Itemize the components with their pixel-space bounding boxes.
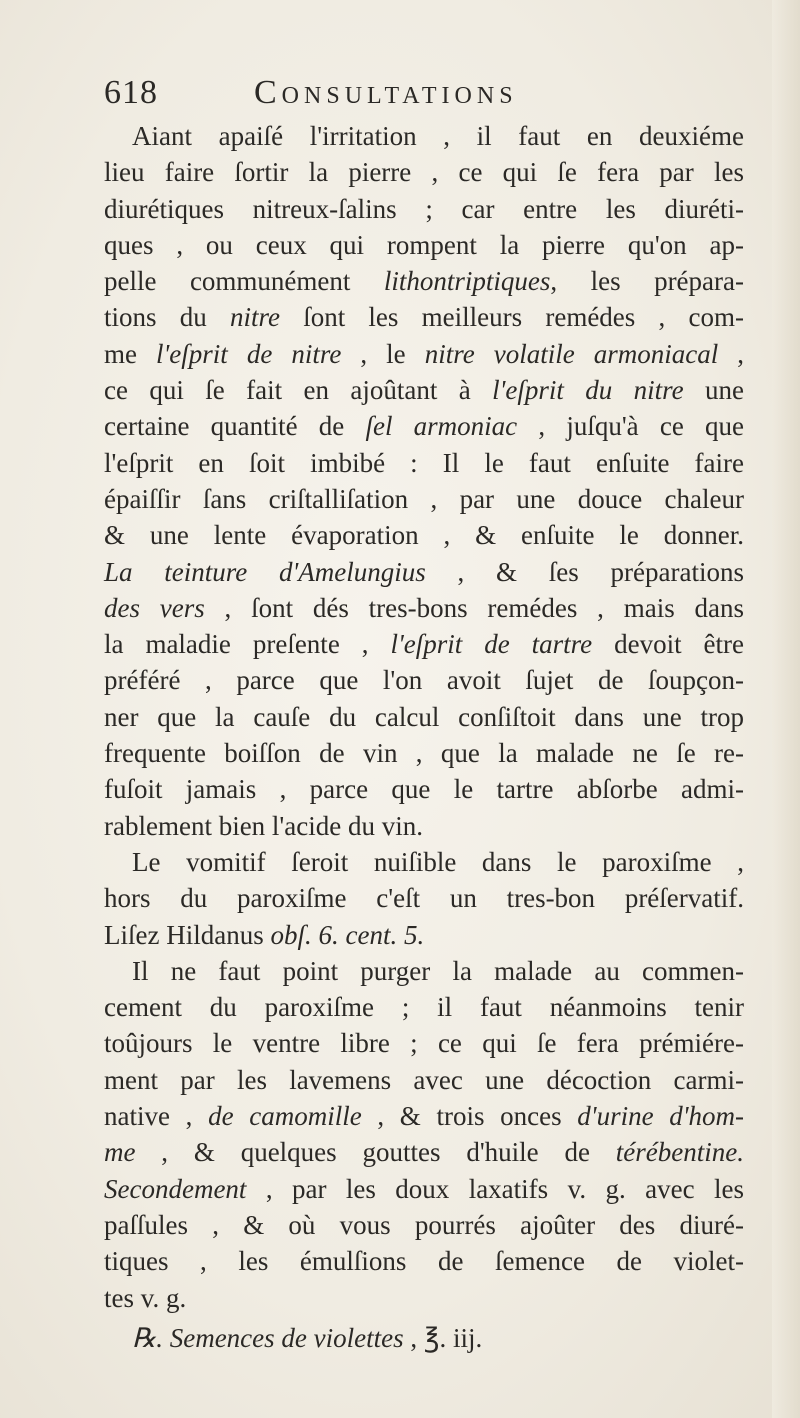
text-segment: , xyxy=(718,338,744,369)
italic-text: me xyxy=(104,1137,136,1168)
italic-text: ſel armoniac xyxy=(365,411,518,442)
page-header xyxy=(104,74,744,120)
text-segment: l'eſprit en ſoit imbibé : Il le faut enſuite faire xyxy=(104,447,744,478)
italic-text: nitre xyxy=(229,302,280,333)
italic-text: La teinture d'Amelungius xyxy=(104,556,426,587)
text-segment: une xyxy=(683,375,745,406)
text-segment: Aiant apaiſé l'irritation , il faut en deuxiéme xyxy=(132,121,744,151)
italic-text: des vers xyxy=(104,592,205,623)
text-segment: hors du paroxiſme c'eſt un tres-bon préſervatif. xyxy=(104,883,744,914)
text-line xyxy=(104,336,744,372)
text-segment: ner que la cauſe du calcul conſiſtoit dans une trop xyxy=(104,701,744,732)
text-segment: & une lente évaporation , & enſuite le donner. xyxy=(104,520,744,551)
text-line xyxy=(104,953,744,989)
text-line xyxy=(104,1134,744,1170)
text-segment: toûjours le ventre libre ; ce qui ſe fera prémiére- xyxy=(104,1028,744,1059)
text-segment: ce qui ſe fait en ajoûtant à xyxy=(104,375,493,406)
text-segment: , & ſes préparations xyxy=(425,556,744,587)
italic-text: Secondement xyxy=(104,1173,247,1204)
italic-text: l'eſprit de tartre xyxy=(390,629,593,660)
text-segment: Le vomitif ſeroit nuiſible dans le paroxiſme , xyxy=(132,846,744,877)
text-segment: Liſez Hildanus xyxy=(104,919,271,950)
text-line xyxy=(104,771,744,807)
text-line xyxy=(104,1320,744,1356)
italic-text: de camomille xyxy=(208,1101,362,1132)
text-segment: tiques , les émulſions de ſemence de violet- xyxy=(104,1246,744,1277)
text-line xyxy=(104,445,744,481)
text-segment: fuſoit jamais , parce que le tartre abſorbe admi- xyxy=(104,774,744,805)
italic-text: l'eſprit de nitre xyxy=(156,338,342,369)
italic-text: d'urine d'hom- xyxy=(577,1101,744,1132)
text-segment: tions du xyxy=(104,302,230,333)
text-line xyxy=(104,299,744,335)
text-segment: diurétiques nitreux-ſalins ; car entre les diuréti- xyxy=(104,193,744,224)
text-line xyxy=(104,808,744,844)
text-line xyxy=(104,844,744,880)
text-line xyxy=(104,481,744,517)
text-segment: native , xyxy=(104,1101,209,1132)
text-line xyxy=(104,154,744,190)
text-segment: pelle communément xyxy=(104,266,384,297)
text-segment: frequente boiſſon de vin , que la malade ne ſe re- xyxy=(104,738,744,769)
text-segment: cement du paroxiſme ; il faut néanmoins tenir xyxy=(104,992,744,1023)
text-line xyxy=(104,1280,744,1316)
text-line xyxy=(104,699,744,735)
text-line xyxy=(104,989,744,1025)
text-segment: , juſqu'à ce que xyxy=(517,411,745,442)
page-gutter xyxy=(772,0,800,1418)
text-line xyxy=(104,1025,744,1061)
text-segment: certaine quantité de xyxy=(104,411,366,442)
text-segment: Il ne faut point purger la malade au commen- xyxy=(132,955,744,986)
text-line xyxy=(104,590,744,626)
text-segment: épaiſſir ſans criſtalliſation , par une douce chaleur xyxy=(104,483,744,514)
text-line xyxy=(104,554,744,590)
text-line xyxy=(104,118,744,154)
text-segment: préféré , parce que l'on avoit ſujet de ſoupçon- xyxy=(104,665,744,696)
text-segment: me xyxy=(104,338,157,369)
text-segment: , les prépara- xyxy=(550,266,744,297)
italic-text: l'eſprit du nitre xyxy=(492,375,684,406)
italic-text: lithontriptiques xyxy=(383,266,551,297)
text-segment: lieu faire ſortir la pierre , ce qui ſe fera par les xyxy=(104,157,744,188)
body-text xyxy=(104,118,744,1356)
text-line xyxy=(104,1243,744,1279)
text-line xyxy=(104,1207,744,1243)
text-line xyxy=(104,662,744,698)
text-line xyxy=(104,517,744,553)
page-number: 618 xyxy=(104,74,158,111)
text-segment: tes v. g. xyxy=(104,1282,187,1313)
text-line xyxy=(104,880,744,916)
text-line xyxy=(104,735,744,771)
text-segment: , par les doux laxatifs v. g. avec les xyxy=(246,1173,744,1204)
running-head: Consultations xyxy=(254,74,518,111)
text-line xyxy=(104,917,744,953)
text-line xyxy=(104,263,744,299)
italic-text: nitre volatile armoniacal xyxy=(424,338,719,369)
text-line xyxy=(104,227,744,263)
text-line xyxy=(104,372,744,408)
text-line xyxy=(104,191,744,227)
text-segment: la maladie preſente , xyxy=(104,629,391,660)
text-segment: , & quelques gouttes d'huile de xyxy=(135,1137,616,1168)
text-segment: ſont les meilleurs remédes , com- xyxy=(279,302,744,333)
text-line xyxy=(104,408,744,444)
text-line xyxy=(104,626,744,662)
text-segment: devoit être xyxy=(592,629,744,660)
text-segment: , & trois onces xyxy=(361,1101,578,1132)
text-segment: , ℥. iij. xyxy=(403,1322,483,1353)
italic-text: obſ. 6. cent. 5. xyxy=(270,919,425,950)
text-segment: ques , ou ceux qui rompent la pierre qu'on ap- xyxy=(104,229,744,260)
text-segment: ment par les lavemens avec une décoction carmi- xyxy=(104,1064,744,1095)
text-segment: rablement bien l'acide du vin. xyxy=(104,810,424,841)
text-segment: , le xyxy=(341,338,425,369)
text-segment: , ſont dés tres-bons remédes , mais dans xyxy=(204,592,744,623)
italic-text: ℞. Semences de violettes xyxy=(132,1322,404,1353)
text-segment: paſſules , & où vous pourrés ajoûter des diuré- xyxy=(104,1209,744,1240)
text-line xyxy=(104,1171,744,1207)
text-line xyxy=(104,1098,744,1134)
italic-text: térébentine. xyxy=(615,1137,744,1168)
text-line xyxy=(104,1062,744,1098)
